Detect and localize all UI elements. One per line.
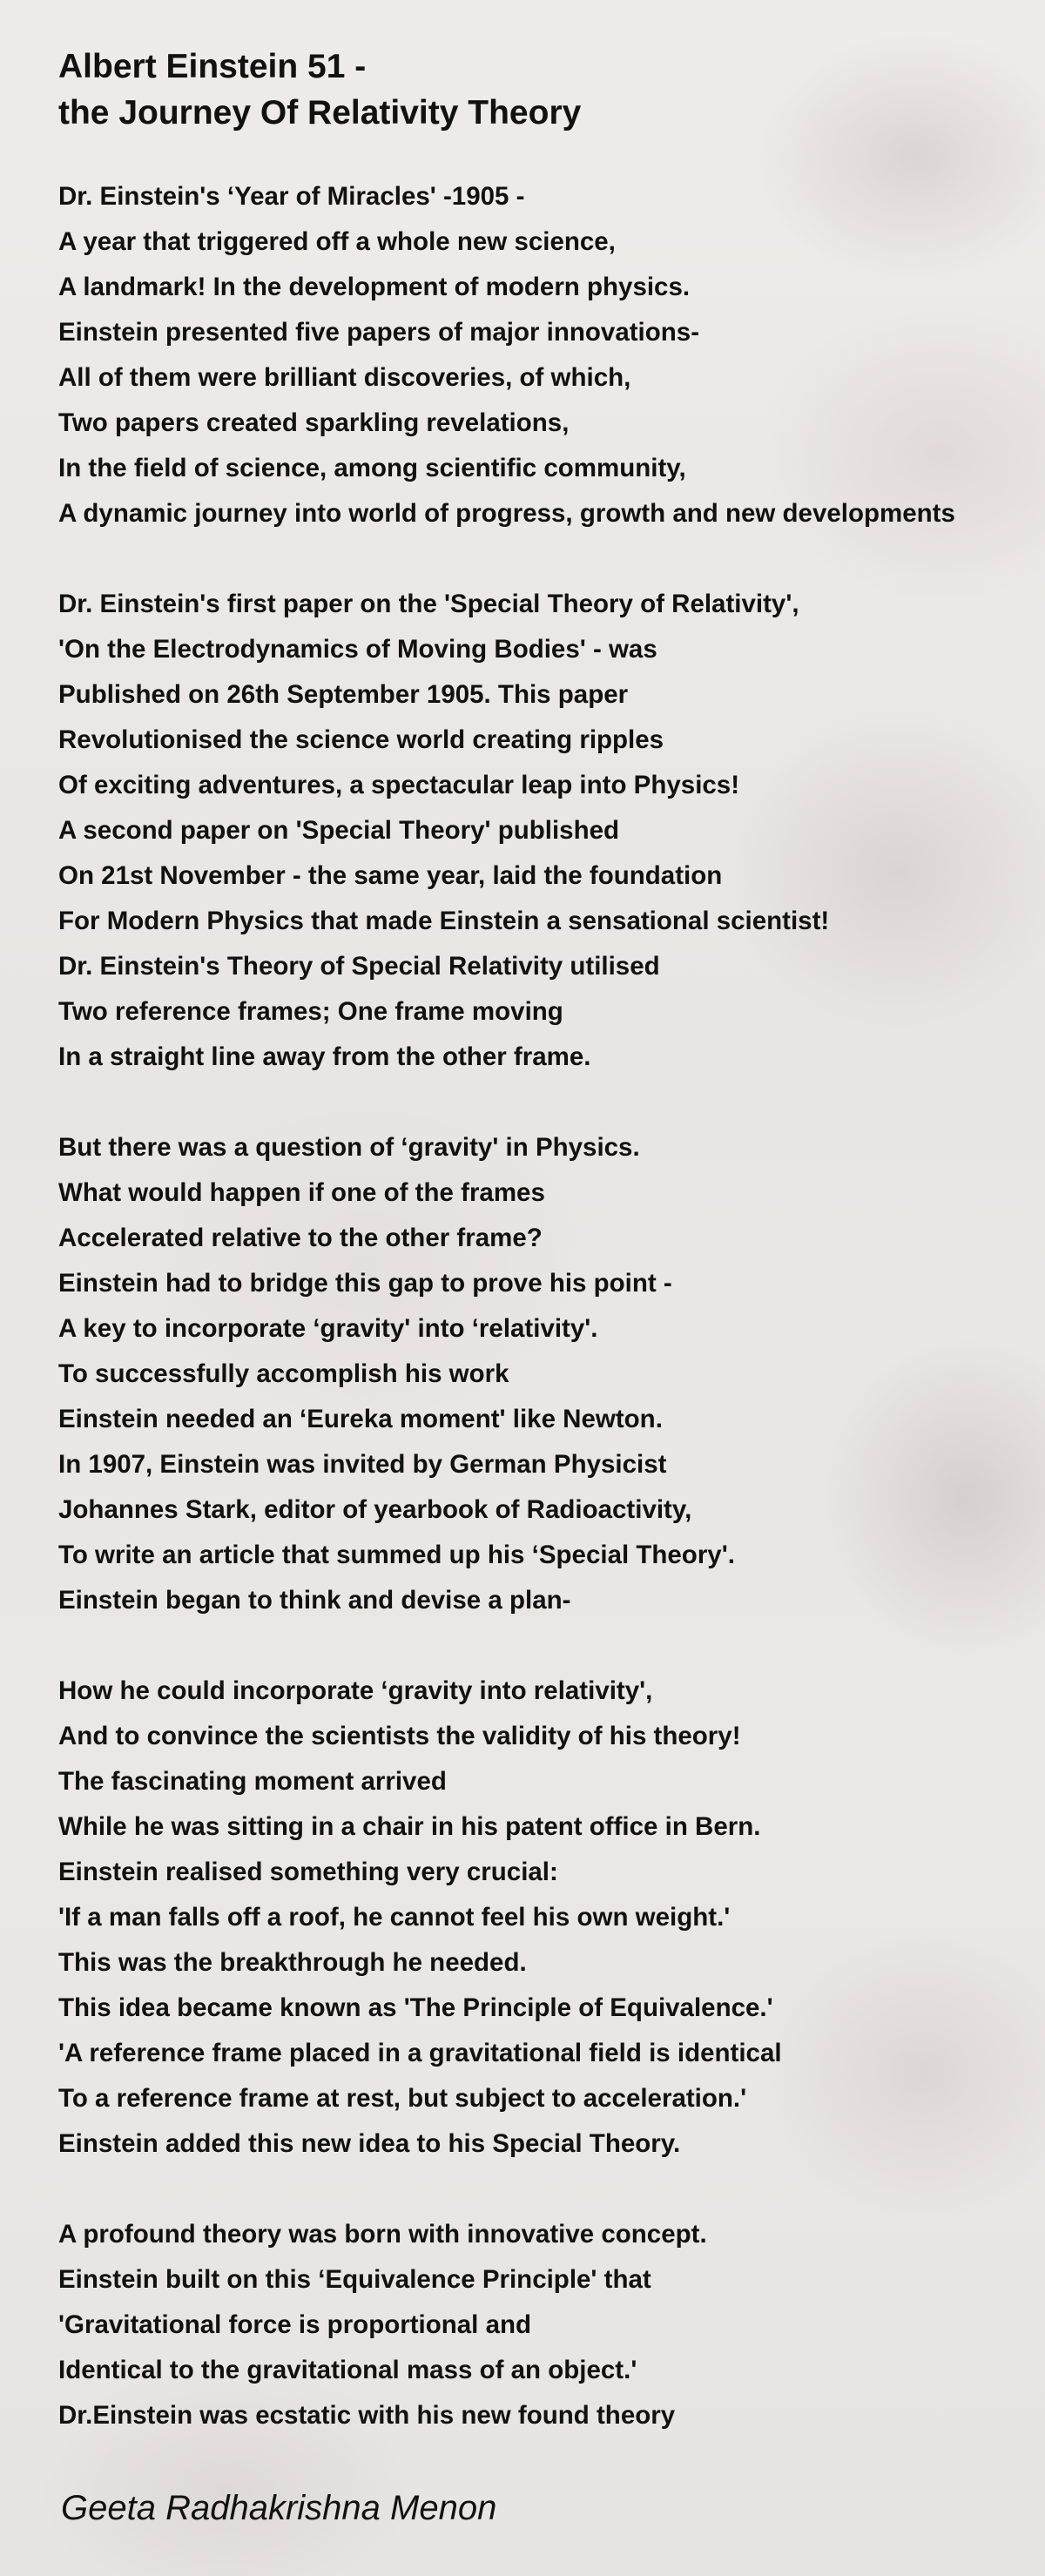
poem-line: How he could incorporate ‘gravity into relativity',: [58, 1676, 653, 1705]
poem-line: A year that triggered off a whole new science,: [58, 227, 616, 256]
poem-line: In a straight line away from the other frame.: [58, 1042, 591, 1071]
poem-line: Two reference frames; One frame moving: [58, 997, 563, 1026]
poem-stanza: [58, 2212, 1042, 2438]
poem-line: A key to incorporate ‘gravity' into ‘relativity'.: [58, 1314, 598, 1343]
poem-line: To successfully accomplish his work: [58, 1359, 509, 1388]
poem-body: [58, 174, 1042, 2484]
poem-author: Geeta Radhakrishna Menon: [61, 2489, 497, 2527]
poem-line: This idea became known as 'The Principle of Equivalence.': [58, 1993, 773, 2022]
poem-line: For Modern Physics that made Einstein a sensational scientist!: [58, 907, 830, 935]
poem-line: A profound theory was born with innovative concept.: [58, 2220, 707, 2249]
poem-line: To write an article that summed up his ‘Special Theory'.: [58, 1541, 735, 1569]
poem-title: [58, 44, 1016, 136]
poem-line: Einstein added this new idea to his Special Theory.: [58, 2129, 681, 2158]
poem-line: A landmark! In the development of modern physics.: [58, 273, 691, 301]
poem-line: And to convince the scientists the validity of his theory!: [58, 1722, 741, 1750]
poem-line: What would happen if one of the frames: [58, 1178, 545, 1207]
poem-line: A dynamic journey into world of progress, growth and new developments: [58, 499, 955, 528]
poem-line: Two papers created sparkling revelations,: [58, 408, 570, 437]
poem-line: In the field of science, among scientific community,: [58, 454, 686, 482]
poem-line: Accelerated relative to the other frame?: [58, 1224, 543, 1252]
poem-line: This was the breakthrough he needed.: [58, 1948, 527, 1977]
poem-line: Dr.Einstein was ecstatic with his new found theory: [58, 2401, 676, 2430]
poem-line: Revolutionised the science world creating ripples: [58, 725, 664, 754]
poem-line: While he was sitting in a chair in his patent office in Bern.: [58, 1812, 761, 1841]
poem-line: Dr. Einstein's ‘Year of Miracles' -1905 -: [58, 182, 525, 211]
poem-line: A second paper on 'Special Theory' published: [58, 816, 620, 845]
poem-line: Einstein realised something very crucial:: [58, 1858, 558, 1886]
poem-title-line-1: Albert Einstein 51 -: [58, 48, 367, 85]
poem-line: Einstein built on this ‘Equivalence Principle' that: [58, 2265, 651, 2294]
poem-stanza: [58, 1669, 1042, 2167]
poem-line: 'Gravitational force is proportional and: [58, 2310, 532, 2339]
poem-stanza: [58, 1125, 1042, 1623]
poem-line: The fascinating moment arrived: [58, 1767, 447, 1796]
poem-stanza: [58, 174, 1042, 536]
poem-line: 'A reference frame placed in a gravitational field is identical: [58, 2039, 782, 2067]
poem-line: In 1907, Einstein was invited by German Physicist: [58, 1450, 667, 1479]
poem-line: Published on 26th September 1905. This paper: [58, 680, 629, 709]
poem-line: Identical to the gravitational mass of an object.': [58, 2356, 637, 2384]
poem-line: Einstein needed an ‘Eureka moment' like Newton.: [58, 1405, 663, 1433]
poem-line: Einstein presented five papers of major innovations-: [58, 318, 700, 347]
poem-title-line-2: the Journey Of Relativity Theory: [58, 94, 582, 131]
poem-line: Einstein began to think and devise a plan-: [58, 1586, 571, 1615]
poem-line: On 21st November - the same year, laid the foundation: [58, 861, 723, 890]
poem-line: Dr. Einstein's first paper on the 'Special Theory of Relativity',: [58, 590, 799, 618]
poem-line: To a reference frame at rest, but subject to acceleration.': [58, 2084, 747, 2113]
poem-line: 'On the Electrodynamics of Moving Bodies' - was: [58, 635, 657, 664]
poem-line: Of exciting adventures, a spectacular leap into Physics!: [58, 771, 740, 799]
poem-line: 'If a man falls off a roof, he cannot feel his own weight.': [58, 1903, 731, 1932]
poem-line: Johannes Stark, editor of yearbook of Radioactivity,: [58, 1495, 692, 1524]
poem-line: But there was a question of ‘gravity' in Physics.: [58, 1133, 640, 1162]
poem-line: Einstein had to bridge this gap to prove his point -: [58, 1269, 672, 1298]
poem-line: All of them were brilliant discoveries, of which,: [58, 363, 631, 392]
poem-line: Dr. Einstein's Theory of Special Relativity utilised: [58, 952, 660, 981]
poem-stanza: [58, 582, 1042, 1080]
